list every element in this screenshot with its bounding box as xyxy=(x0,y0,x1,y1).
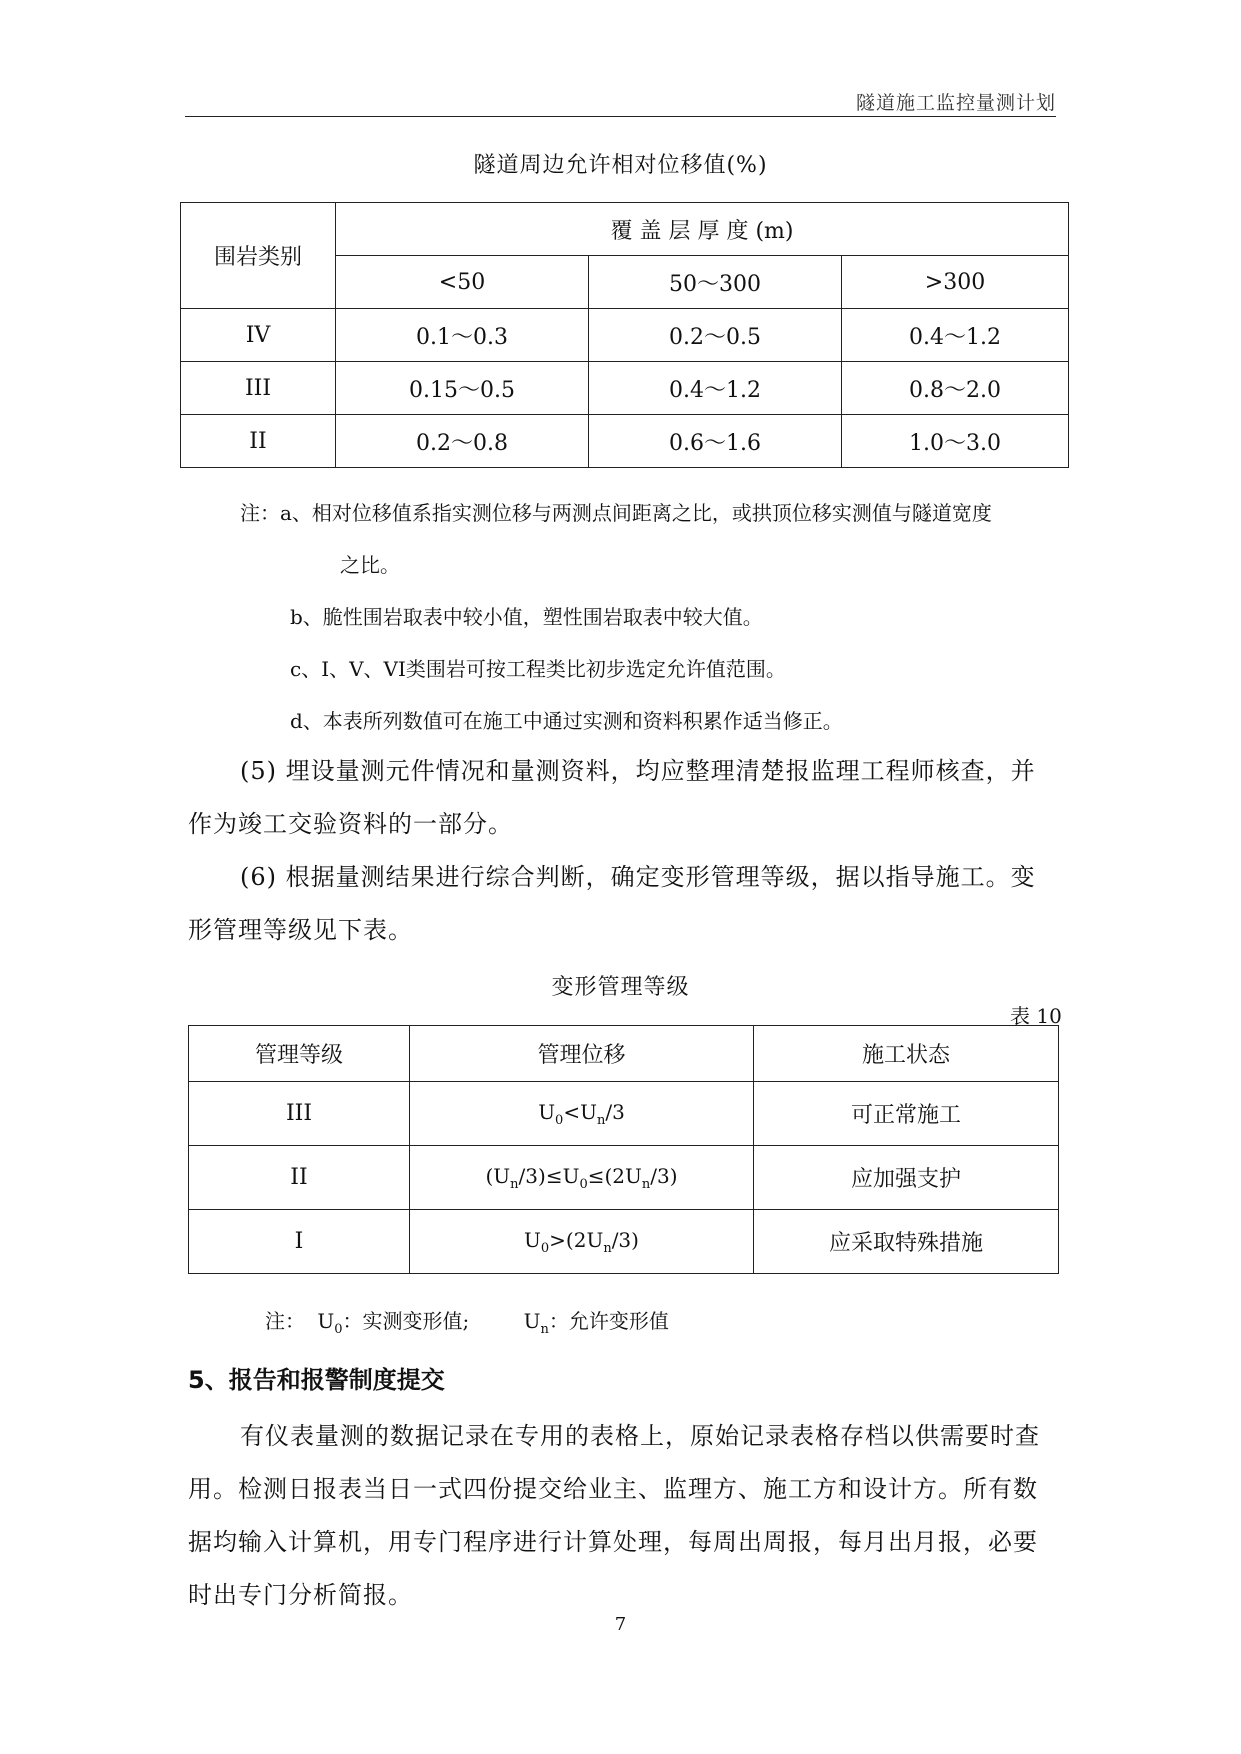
rock-class-cell: IV xyxy=(181,309,336,362)
table-row xyxy=(181,309,1069,362)
paragraph-6: (6) 根据量测结果进行综合判断，确定变形管理等级，据以指导施工。变形管理等级见下表。 xyxy=(188,863,1036,944)
subhead-cell: <50 xyxy=(336,256,589,309)
displacement-table xyxy=(180,202,1069,468)
symbol-u0-sub: 0 xyxy=(334,1322,343,1337)
table2-label: 表 10 xyxy=(1010,1004,1062,1028)
note-c: c、I、V、VI类围岩可按工程类比初步选定允许值范围。 xyxy=(290,657,786,681)
value-cell: 1.0～3.0 xyxy=(842,415,1069,468)
header-cell: 施工状态 xyxy=(754,1026,1059,1082)
state-cell: 可正常施工 xyxy=(754,1082,1059,1146)
formula-part: U xyxy=(524,1227,541,1252)
note-a-line1: 注：a、相对位移值系指实测位移与两测点间距离之比，或拱顶位移实测值与隧道宽度 xyxy=(240,501,992,525)
formula-cell xyxy=(410,1210,754,1274)
formula-part: /3) xyxy=(611,1227,639,1252)
note-a-line2: 之比。 xyxy=(340,553,400,577)
table-row xyxy=(189,1082,1059,1146)
table-row xyxy=(181,362,1069,415)
subhead-cell: 50～300 xyxy=(589,256,842,309)
section-body: 有仪表量测的数据记录在专用的表格上，原始记录表格存档以供需要时查用。检测日报表当日一式四份提交给业主、监理方、施工方和设计方。所有数据均输入计算机，用专门程序进行计算处理，每周出周报，每月出月报，必要时出专门分析简报。 xyxy=(188,1422,1040,1609)
subhead-cell: >300 xyxy=(842,256,1069,309)
running-header: 隧道施工监控量测计划 xyxy=(855,92,1056,114)
rock-class-cell: II xyxy=(181,415,336,468)
rock-class-cell: III xyxy=(181,362,336,415)
symbol-un: U xyxy=(523,1309,541,1333)
formula-sub: n xyxy=(596,1112,606,1128)
value-cell: 0.8～2.0 xyxy=(842,362,1069,415)
level-cell: I xyxy=(189,1210,410,1274)
formula-part: /3)≤U xyxy=(518,1163,580,1188)
symbol-un-desc: ：允许变形值 xyxy=(548,1309,669,1333)
value-cell: 0.4～1.2 xyxy=(842,309,1069,362)
symbol-u0: U xyxy=(317,1309,335,1333)
symbol-u0-desc: ：实测变形值; xyxy=(342,1309,470,1333)
level-cell: II xyxy=(189,1146,410,1210)
formula-part: <U xyxy=(563,1099,597,1124)
value-cell: 0.6～1.6 xyxy=(589,415,842,468)
formula-sub: 0 xyxy=(555,1112,564,1128)
table-row xyxy=(181,415,1069,468)
state-cell: 应加强支护 xyxy=(754,1146,1059,1210)
value-cell: 0.2～0.8 xyxy=(336,415,589,468)
header-cell: 管理位移 xyxy=(410,1026,754,1082)
table-row xyxy=(189,1146,1059,1210)
formula-sub: n xyxy=(641,1176,651,1192)
table-row xyxy=(189,1210,1059,1274)
level-cell: III xyxy=(189,1082,410,1146)
formula-cell xyxy=(410,1146,754,1210)
value-cell: 0.4～1.2 xyxy=(589,362,842,415)
symbol-un-sub: n xyxy=(540,1322,549,1337)
header-cell: 管理等级 xyxy=(189,1026,410,1082)
formula-sub: n xyxy=(603,1240,612,1256)
formula-part: /3) xyxy=(650,1163,678,1188)
header-rule xyxy=(185,116,1056,117)
rowhead-rock-class: 围岩类别 xyxy=(181,203,336,309)
section-heading: 5、报告和报警制度提交 xyxy=(188,1366,445,1394)
formula-part: /3 xyxy=(605,1099,625,1124)
formula-sub: n xyxy=(510,1176,519,1192)
formula-part: >(2U xyxy=(549,1227,604,1252)
grouphead-cover-thickness: 覆 盖 层 厚 度 (m) xyxy=(336,203,1069,256)
note-prefix: 注： xyxy=(265,1309,305,1333)
formula-sub: 0 xyxy=(579,1176,588,1192)
paragraph-5: (5) 埋设量测元件情况和量测资料，均应整理清楚报监理工程师核查，并作为竣工交验资料的一部分。 xyxy=(188,757,1036,838)
note-d: d、本表所列数值可在施工中通过实测和资料积累作适当修正。 xyxy=(290,709,843,733)
formula-part: U xyxy=(538,1099,556,1124)
value-cell: 0.2～0.5 xyxy=(589,309,842,362)
value-cell: 0.15～0.5 xyxy=(336,362,589,415)
state-cell: 应采取特殊措施 xyxy=(754,1210,1059,1274)
deformation-level-table xyxy=(188,1025,1059,1274)
note-symbols xyxy=(265,1305,669,1337)
formula-sub: 0 xyxy=(540,1240,550,1256)
formula-part: (U xyxy=(485,1163,511,1188)
note-b: b、脆性围岩取表中较小值，塑性围岩取表中较大值。 xyxy=(290,605,763,629)
value-cell: 0.1～0.3 xyxy=(336,309,589,362)
table1-caption: 隧道周边允许相对位移值(%) xyxy=(473,153,768,178)
table2-caption: 变形管理等级 xyxy=(551,975,690,1000)
formula-part: ≤(2U xyxy=(587,1163,642,1188)
page-number: 7 xyxy=(614,1614,627,1635)
formula-cell xyxy=(410,1082,754,1146)
